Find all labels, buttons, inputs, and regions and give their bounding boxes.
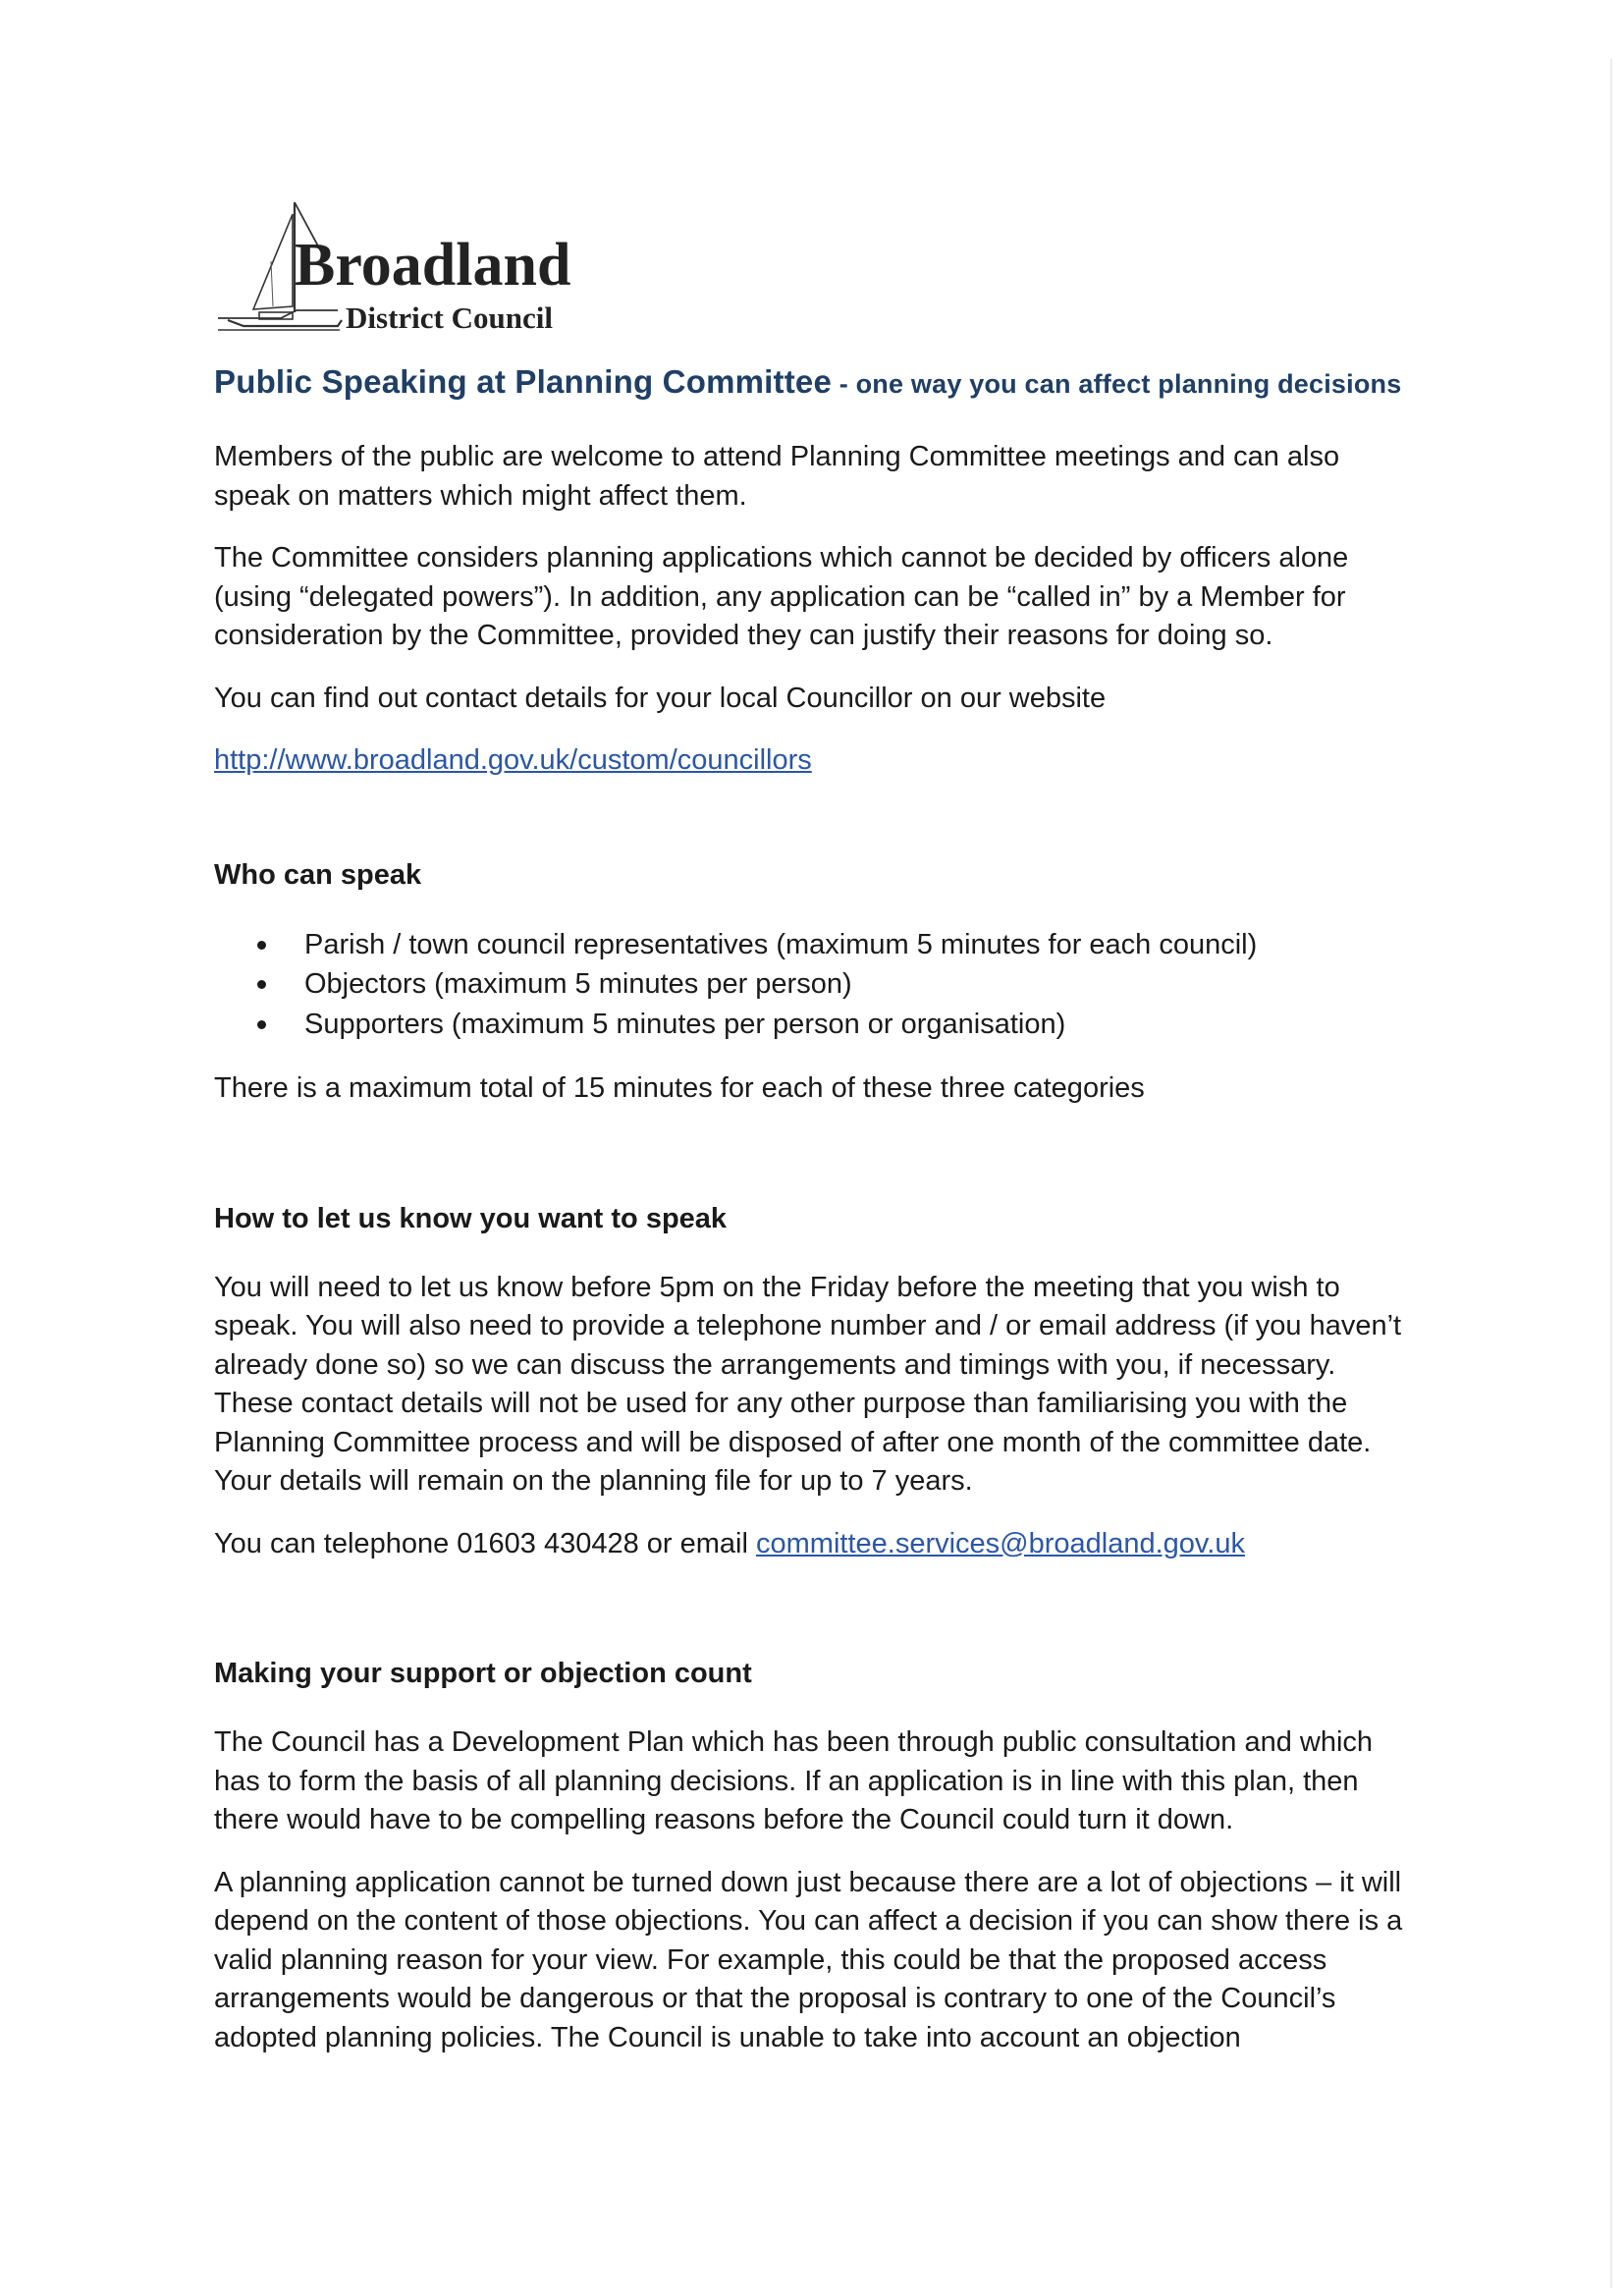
contact-prefix: You can telephone 01603 430428 or email	[214, 1527, 756, 1559]
spacer	[214, 804, 1407, 859]
making-count-heading: Making your support or objection count	[214, 1658, 752, 1689]
list-item: Parish / town council representatives (maximum 5 minutes for each council)	[214, 925, 1407, 965]
document-body	[214, 363, 1407, 2081]
page-title	[214, 363, 1407, 401]
making-paragraph-1: The Council has a Development Plan which has been through public consultation and which has to form the basis of all planning decisions. If an application is in line with this plan, then there would have to be compelling reasons before the Council could turn it down.	[214, 1726, 1374, 1835]
list-item: Supporters (maximum 5 minutes per person or organisation)	[214, 1005, 1407, 1045]
making-paragraph-2: A planning application cannot be turned down just because there are a lot of objections – it will depend on the content of those objections. You can affect a decision if you can show there is a valid planning reason for your view. For example, this could be that the proposed access arrangements would be dangerous or that the proposal is contrary to one of the Council’s adopted planning policies. The Council is unable to take into account an objection	[214, 1866, 1403, 2053]
list-item: Objectors (maximum 5 minutes per person)	[214, 964, 1407, 1005]
scan-edge	[1610, 59, 1612, 2288]
title-main: Public Speaking at Planning Committee	[214, 363, 833, 400]
how-paragraph: You will need to let us know before 5pm on the Friday before the meeting that you wish to speak. You will also need to provide a telephone number and / or email address (if you haven’t already done so) so we can discuss the arrangements and timings with you, if necessary. These contact details will not be used for any other purpose than familiarising you with the Planning Committee process and will be disposed of after one month of the committee date. Your details will remain on the planning file for up to 7 years.	[214, 1271, 1402, 1497]
who-can-speak-heading: Who can speak	[214, 858, 422, 891]
councillors-link-line	[214, 741, 1407, 781]
logo-name: Broadland	[295, 232, 571, 299]
speaker-list	[214, 925, 1407, 1045]
spacer	[214, 1132, 1407, 1203]
intro-paragraph-1: Members of the public are welcome to attend Planning Committee meetings and can also speak on matters which might affect them.	[214, 441, 1340, 512]
councillors-link[interactable]: http://www.broadland.gov.uk/custom/councillors	[214, 744, 812, 776]
title-subtitle: - one way you can affect planning decisions	[832, 369, 1402, 399]
intro-paragraph-3: You can find out contact details for your local Councillor on our website	[214, 682, 1107, 714]
logo-tagline: District Council	[346, 301, 553, 335]
council-logo	[214, 196, 607, 339]
intro-paragraph-2: The Committee considers planning applications which cannot be decided by officers alone (using “delegated powers”). In addition, any application can be “called in” by a Member for consideration by the Committee, provided they can justify their reasons for doing so.	[214, 542, 1349, 651]
spacer	[214, 1587, 1407, 1658]
contact-line	[214, 1525, 1407, 1564]
time-limit-note: There is a maximum total of 15 minutes for each of these three categories	[214, 1072, 1145, 1104]
how-to-speak-heading: How to let us know you want to speak	[214, 1202, 728, 1234]
email-link[interactable]: committee.services@broadland.gov.uk	[756, 1527, 1245, 1559]
